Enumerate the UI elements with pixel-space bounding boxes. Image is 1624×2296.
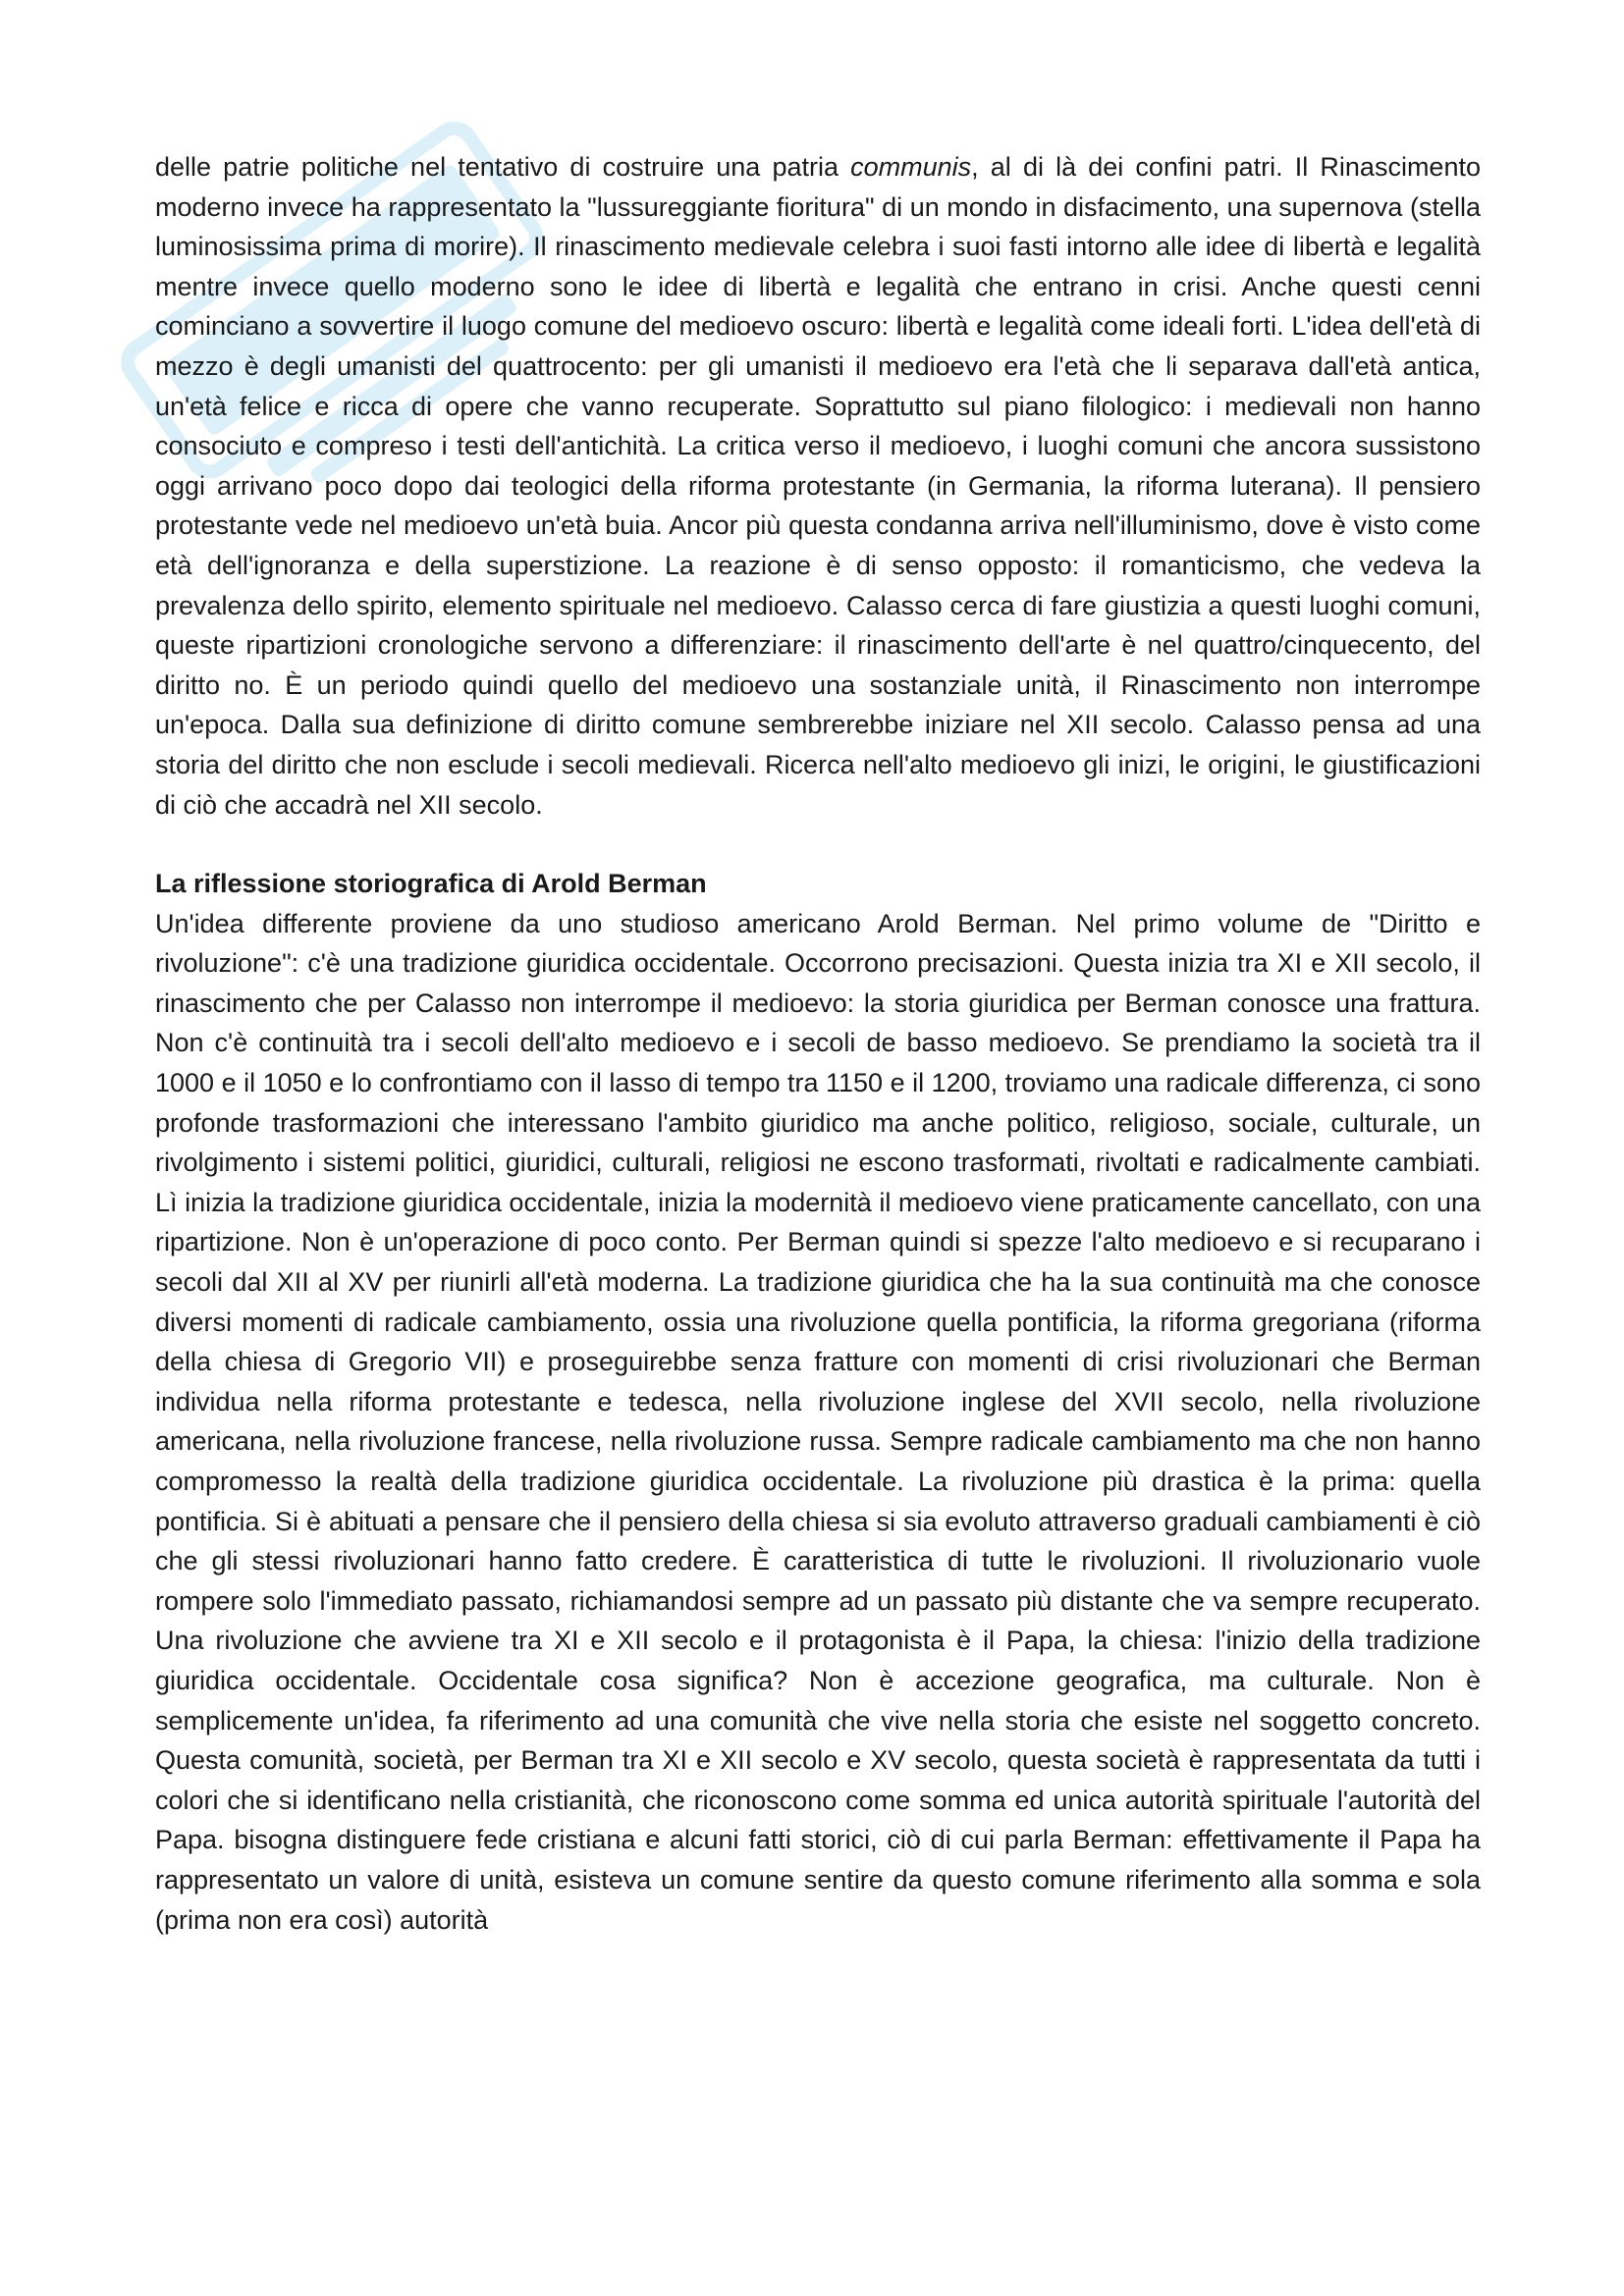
paragraph-text: , al di là dei confini patri. Il Rinascimento moderno invece ha rappresentato la "lussureggiante fioritura" di un mondo in disfacimento, una supernova (stella luminosissima prima di morire). Il rinascimento medievale celebra i suoi fasti intorno alle idee di libertà e legalità mentre invece quello moderno sono le idee di libertà e legalità che entrano in crisi. Anche questi cenni cominciano a sovvertire il luogo comune del medioevo oscuro: libertà e legalità come ideali forti. L'idea dell'età di mezzo è degli umanisti del quattrocento: per gli umanisti il medioevo era l'età che li separava dall'età antica, un'età felice e ricca di opere che vanno recuperate. Soprattutto sul piano filologico: i medievali non hanno consociuto e compreso i testi dell'antichità. La critica verso il medioevo, i luoghi comuni che ancora sussistono oggi arrivano poco dopo dai teologici della riforma protestante (in Germania, la riforma luterana). Il pensiero protestante vede nel medioevo un'età buia. Ancor più questa condanna arriva nell'illuminismo, dove è visto come età dell'ignoranza e della superstizione. La reazione è di senso opposto: il romanticismo, che vedeva la prevalenza dello spirito, elemento spirituale nel medioevo. Calasso cerca di fare giustizia a questi luoghi comuni, queste ripartizioni cronologiche servono a differenziare: il rinascimento dell'arte è nel quattro/cinquecento, del diritto no. È un periodo quindi quello del medioevo una sostanziale unità, il Rinascimento non interrompe un'epoca. Dalla sua definizione di diritto comune sembrerebbe iniziare nel XII secolo. Calasso pensa ad una storia del diritto che non esclude i secoli medievali. Ricerca nell'alto medioevo gli inizi, le origini, le giustificazioni di ciò che accadrà nel XII secolo. <box>155 152 1481 820</box>
paragraph-text: delle patrie politiche nel tentativo di costruire una patria <box>155 152 851 182</box>
paragraph-berman: Un'idea differente proviene da uno studioso americano Arold Berman. Nel primo volume de "Diritto e rivoluzione": c'è una tradizione giuridica occidentale. Occorrono precisazioni. Questa inizia tra XI e XII secolo, il rinascimento che per Calasso non interrompe il medioevo: la storia giuridica per Berman conosce una frattura. Non c'è continuità tra i secoli dell'alto medioevo e i secoli de basso medioevo. Se prendiamo la società tra il 1000 e il 1050 e lo confrontiamo con il lasso di tempo tra 1150 e il 1200, troviamo una radicale differenza, ci sono profonde trasformazioni che interessano l'ambito giuridico ma anche politico, religioso, sociale, culturale, un rivolgimento i sistemi politici, giuridici, culturali, religiosi ne escono trasformati, rivoltati e radicalmente cambiati. Lì inizia la tradizione giuridica occidentale, inizia la modernità il medioevo viene praticamente cancellato, con una ripartizione. Non è un'operazione di poco conto. Per Berman quindi si spezze l'alto medioevo e si recuparano i secoli dal XII al XV per riunirli all'età moderna. La tradizione giuridica che ha la sua continuità ma che conosce diversi momenti di radicale cambiamento, ossia una rivoluzione quella pontificia, la riforma gregoriana (riforma della chiesa di Gregorio VII) e proseguirebbe senza fratture con momenti di crisi rivoluzionari che Berman individua nella riforma protestante e tedesca, nella rivoluzione inglese del XVII secolo, nella rivoluzione americana, nella rivoluzione francese, nella rivoluzione russa. Sempre radicale cambiamento ma che non hanno compromesso la realtà della tradizione giuridica occidentale. La rivoluzione più drastica è la prima: quella pontificia. Si è abituati a pensare che il pensiero della chiesa si sia evoluto attraverso graduali cambiamenti è ciò che gli stessi rivoluzionari hanno fatto credere. È caratteristica di tutte le rivoluzioni. Il rivoluzionario vuole rompere solo l'immediato passato, richiamandosi sempre ad un passato più distante che va sempre recuperato. Una rivoluzione che avviene tra XI e XII secolo e il protagonista è il Papa, la chiesa: l'inizio della tradizione giuridica occidentale. Occidentale cosa significa? Non è accezione geografica, ma culturale. Non è semplicemente un'idea, fa riferimento ad una comunità che vive nella storia che esiste nel soggetto concreto. Questa comunità, società, per Berman tra XI e XII secolo e XV secolo, questa società è rappresentata da tutti i colori che si identificano nella cristianità, che riconoscono come somma ed unica autorità spirituale l'autorità del Papa. bisogna distinguere fede cristiana e alcuni fatti storici, ciò di cui parla Berman: effettivamente il Papa ha rappresentato un valore di unità, esisteva un comune sentire da questo comune riferimento alla somma e sola (prima non era così) autorità <box>155 908 1481 1935</box>
italic-term: communis <box>850 152 972 182</box>
paragraph-calasso <box>155 147 1481 825</box>
document-body <box>155 147 1481 1940</box>
section-heading: La riflessione storiografica di Arold Berman <box>155 869 707 899</box>
